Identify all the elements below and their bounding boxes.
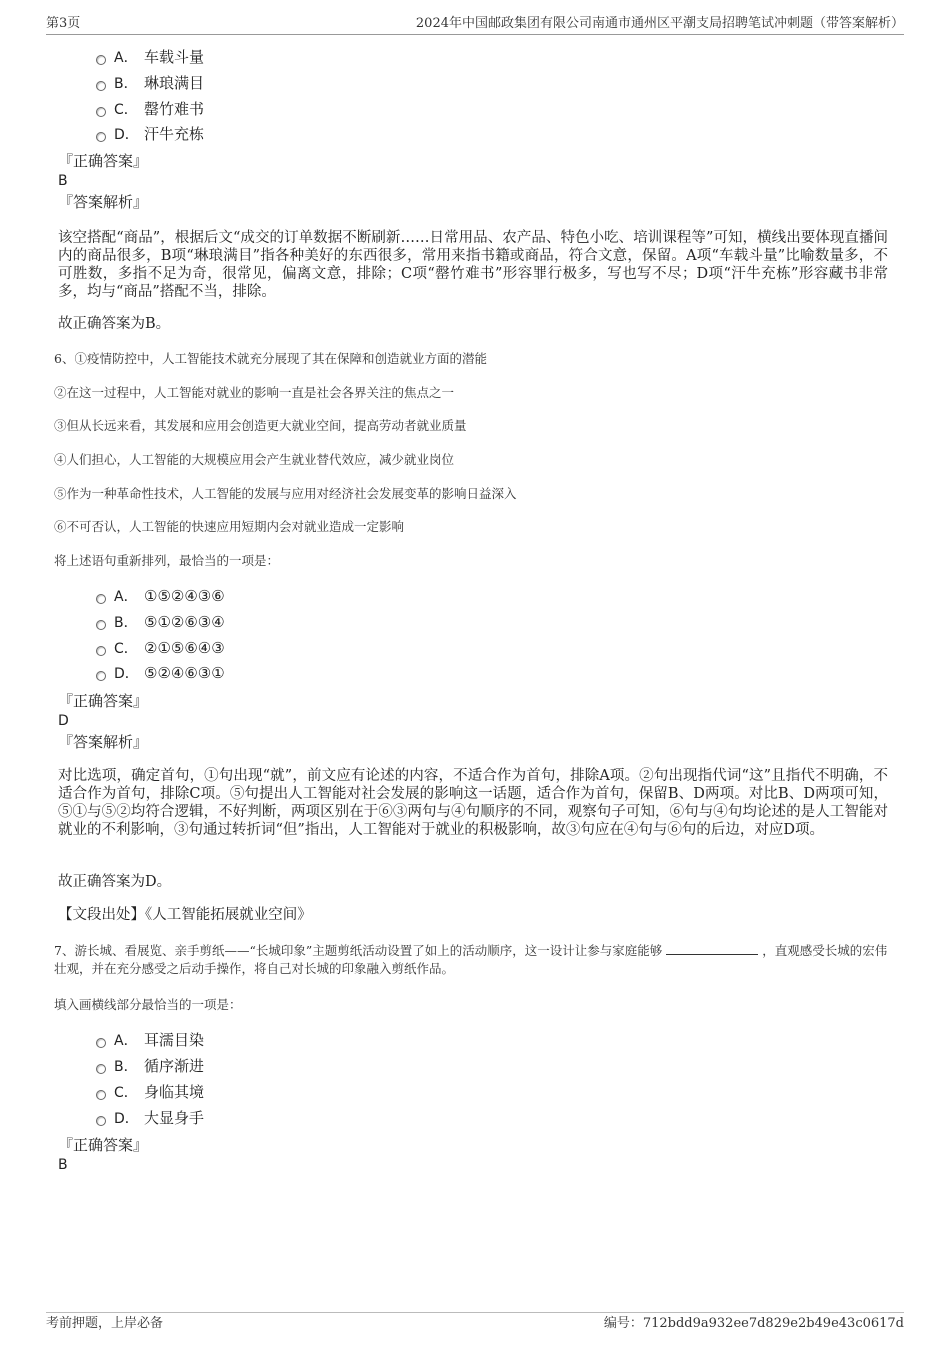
document-title: 2024年中国邮政集团有限公司南通市通州区平潮支局招聘笔试冲刺题（带答案解析） (415, 16, 904, 31)
q5-option-b[interactable]: B． 琳琅满目 (96, 72, 204, 94)
q7-option-c[interactable]: C． 身临其境 (96, 1081, 204, 1103)
q6-stem-line-1: 6、①疫情防控中，人工智能技术就充分展现了其在保障和创造就业方面的潜能 (54, 351, 487, 366)
q6-option-c[interactable]: C． ②①⑤⑥④③ (96, 637, 225, 659)
q5-option-d[interactable]: D． 汗牛充栋 (96, 123, 204, 145)
radio-icon[interactable] (96, 132, 106, 142)
q7-option-a[interactable]: A． 耳濡目染 (96, 1029, 204, 1051)
q5-conclusion: 故正确答案为B。 (58, 316, 171, 332)
fill-blank (666, 942, 758, 955)
q5-answer-label: 『正确答案』 (58, 152, 149, 170)
radio-icon[interactable] (96, 1064, 106, 1074)
q6-stem-line-2: ②在这一过程中，人工智能对就业的影响一直是社会各界关注的焦点之一 (54, 385, 455, 400)
q6-option-b[interactable]: B． ⑤①②⑥③④ (96, 611, 225, 633)
q6-analysis-label: 『答案解析』 (58, 733, 149, 751)
q7-answer-label: 『正确答案』 (58, 1136, 149, 1154)
radio-icon[interactable] (96, 1116, 106, 1126)
q6-prompt: 将上述语句重新排列，最恰当的一项是： (54, 553, 280, 568)
q6-option-d[interactable]: D． ⑤②④⑥③① (96, 662, 225, 684)
q6-stem-line-6: ⑥不可否认，人工智能的快速应用短期内会对就业造成一定影响 (54, 519, 405, 534)
q5-option-a[interactable]: A． 车载斗量 (96, 46, 204, 68)
radio-icon[interactable] (96, 55, 106, 65)
radio-icon[interactable] (96, 646, 106, 656)
q5-analysis-text: 该空搭配“商品”，根据后文“成交的订单数据不断刷新……日常用品、农产品、特色小吃、培训课程等”可知，横线出要体现直播间内的商品很多，B项“琳琅满目”指各种美好的东西很多，常用来指书籍或商品，符合文意，保留。A项“车载斗量”比喻数量多，不可胜数，多指不足为奇，很常见，偏离文意，排除；C项“罄竹难书”形容罪行极多，写也写不尽；D项“汗牛充栋”形容藏书非常多，均与“商品”搭配不当，排除。 (58, 230, 888, 300)
q6-answer-label: 『正确答案』 (58, 692, 149, 710)
page-number: 第3页 (46, 16, 81, 31)
page-header (46, 14, 904, 35)
q7-option-b[interactable]: B． 循序渐进 (96, 1055, 204, 1077)
document-code: 编号：712bdd9a932ee7d829e2b49e43c0617d (603, 1316, 904, 1331)
page-footer (46, 1312, 904, 1331)
q5-option-c[interactable]: C． 罄竹难书 (96, 98, 204, 120)
q6-answer: D (58, 713, 69, 729)
q5-answer: B (58, 173, 68, 189)
q7-option-d[interactable]: D． 大显身手 (96, 1107, 204, 1129)
radio-icon[interactable] (96, 671, 106, 681)
radio-icon[interactable] (96, 594, 106, 604)
q6-conclusion: 故正确答案为D。 (58, 874, 172, 890)
footer-slogan: 考前押题，上岸必备 (46, 1316, 164, 1331)
q7-prompt: 填入画横线部分最恰当的一项是： (54, 997, 242, 1012)
radio-icon[interactable] (96, 1090, 106, 1100)
radio-icon[interactable] (96, 107, 106, 117)
q6-source: 【文段出处】《人工智能拓展就业空间》 (58, 907, 312, 923)
radio-icon[interactable] (96, 81, 106, 91)
q6-stem-line-5: ⑤作为一种革命性技术，人工智能的发展与应用对经济社会发展变革的影响日益深入 (54, 486, 517, 501)
radio-icon[interactable] (96, 620, 106, 630)
q6-option-a[interactable]: A． ①⑤②④③⑥ (96, 585, 225, 607)
radio-icon[interactable] (96, 1038, 106, 1048)
q5-analysis-label: 『答案解析』 (58, 193, 149, 211)
q6-stem-line-4: ④人们担心，人工智能的大规模应用会产生就业替代效应，减少就业岗位 (54, 452, 455, 467)
q6-stem-line-3: ③但从长远来看，其发展和应用会创造更大就业空间，提高劳动者就业质量 (54, 418, 467, 433)
q6-analysis-text: 对比选项，确定首句，①句出现“就”，前文应有论述的内容，不适合作为首句，排除A项。②句出现指代词“这”且指代不明确，不适合作为首句，排除C项。⑤句提出人工智能对社会发展的影响这一话题，适合作为首句，保留B、D两项。对比B、D两项可知，⑤①与⑤②均符合逻辑，不好判断，两项区别在于⑥③两句与④句顺序的不同，观察句子可知，⑥句与④句均论述的是人工智能对就业的不利影响，③句通过转折词“但”指出，人工智能对于就业的积极影响，故③句应在④句与⑥句的后边，对应D项。 (58, 768, 888, 838)
q7-stem: 7、游长城、看展览、亲手剪纸——“长城印象”主题剪纸活动设置了如上的活动顺序，这一设计让参与家庭能够 ，直观感受长城的宏伟壮观，并在充分感受之后动手操作，将自己对长城的印象融入剪纸作品。 (54, 943, 888, 976)
q7-answer: B (58, 1157, 68, 1173)
